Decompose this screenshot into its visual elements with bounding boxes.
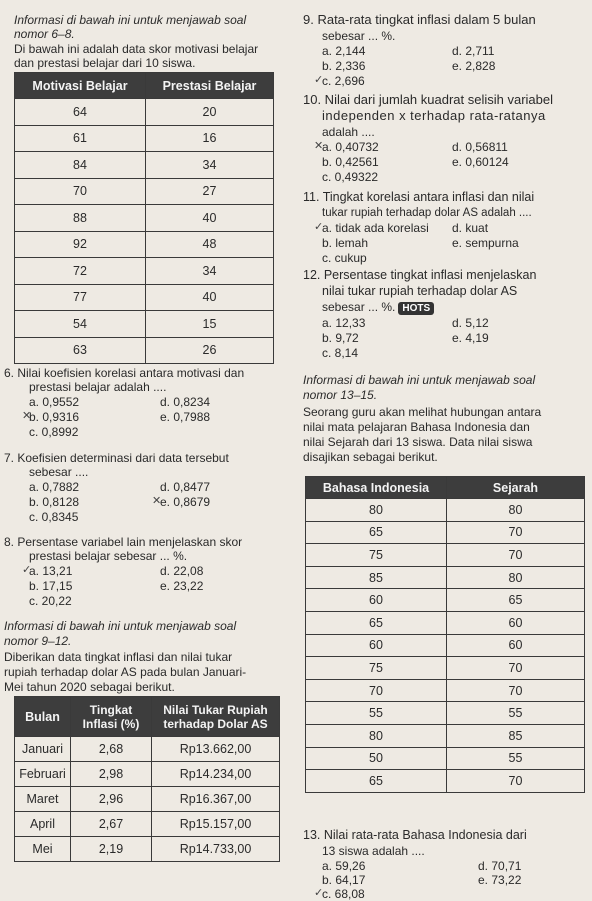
question-text: 13. Nilai rata-rata Bahasa Indonesia dari xyxy=(303,828,527,842)
question-text: 8. Persentase variabel lain menjelaskan skor xyxy=(4,535,243,549)
question-text: 6. Nilai koefisien korelasi antara motivasi dan xyxy=(4,366,245,380)
table-cell: 75 xyxy=(306,544,447,567)
table-cell: 65 xyxy=(447,589,585,612)
intro-text: dan prestasi belajar dari 10 siswa. xyxy=(14,56,196,70)
table-cell: 84 xyxy=(15,152,146,179)
option-d[interactable]: d. 5,12 xyxy=(452,316,489,330)
table-cell: 60 xyxy=(306,634,447,657)
option-b[interactable]: b. lemah xyxy=(322,236,369,250)
table-cell: Rp16.367,00 xyxy=(152,787,280,812)
table-header: Bulan xyxy=(15,697,71,737)
table-cell: 2,19 xyxy=(71,837,152,862)
table-cell: 48 xyxy=(146,231,274,258)
option-a[interactable]: a. 13,21 xyxy=(29,564,73,578)
table-cell: 60 xyxy=(306,589,447,612)
table-row xyxy=(15,812,280,837)
option-d[interactable]: d. 0,8477 xyxy=(160,480,211,494)
table-body xyxy=(15,737,280,862)
table-header: Tingkat Inflasi (%) xyxy=(71,697,152,737)
table-cell: 27 xyxy=(146,178,274,205)
table-row xyxy=(15,152,274,179)
option-b[interactable]: b. 0,8128 xyxy=(29,495,80,509)
option-b[interactable]: b. 9,72 xyxy=(322,331,359,345)
table-cell: 2,96 xyxy=(71,787,152,812)
intro-text: disajikan sebagai berikut. xyxy=(303,450,438,464)
table-cell: 88 xyxy=(15,205,146,232)
option-e[interactable]: e. 73,22 xyxy=(478,873,522,887)
table-cell: 63 xyxy=(15,337,146,364)
table-cell: 85 xyxy=(306,566,447,589)
table-cell: Maret xyxy=(15,787,71,812)
table-row xyxy=(306,657,585,680)
intro-text: nilai mata pelajaran Bahasa Indonesia dan xyxy=(303,420,530,434)
table-row xyxy=(306,589,585,612)
table-row xyxy=(15,337,274,364)
option-b[interactable]: b. 17,15 xyxy=(29,579,73,593)
question-text: 9. Rata-rata tingkat inflasi dalam 5 bulan xyxy=(303,12,536,27)
table-row xyxy=(306,724,585,747)
question-text: tukar rupiah terhadap dolar AS adalah .... xyxy=(322,207,532,219)
table-cell: 77 xyxy=(15,284,146,311)
table-cell: 55 xyxy=(306,702,447,725)
option-c[interactable]: c. 0,8992 xyxy=(29,425,79,439)
question-text: 7. Koefisien determinasi dari data tersebut xyxy=(4,451,229,465)
option-d[interactable]: d. 2,711 xyxy=(452,44,495,58)
table-cell: 70 xyxy=(15,178,146,205)
table-cell: Rp14.234,00 xyxy=(152,762,280,787)
pencil-mark-icon: ✓ xyxy=(314,221,324,233)
table-row xyxy=(15,311,274,338)
table-header: Nilai Tukar Rupiah terhadap Dolar AS xyxy=(152,697,280,737)
table-cell: 80 xyxy=(306,499,447,522)
option-d[interactable]: d. 70,71 xyxy=(478,859,522,873)
option-c[interactable]: c. 2,696 xyxy=(322,74,365,88)
table-header: Bahasa Indonesia xyxy=(306,477,447,499)
option-e[interactable]: e. 0,7988 xyxy=(160,410,211,424)
table-row xyxy=(15,258,274,285)
table-row xyxy=(15,99,274,126)
table-cell: 80 xyxy=(306,724,447,747)
option-e[interactable]: e. 0,60124 xyxy=(452,155,509,169)
table-cell: 34 xyxy=(146,258,274,285)
table-row xyxy=(306,702,585,725)
question-text: sebesar ... %. xyxy=(322,300,396,314)
table-cell: 65 xyxy=(306,770,447,793)
option-b[interactable]: b. 0,42561 xyxy=(322,155,379,169)
table-cell: Februari xyxy=(15,762,71,787)
question-text: adalah .... xyxy=(322,125,375,139)
table-cell: 72 xyxy=(15,258,146,285)
table-cell: 92 xyxy=(15,231,146,258)
table-cell: Rp15.157,00 xyxy=(152,812,280,837)
table-cell: 75 xyxy=(306,657,447,680)
intro-text: nilai Sejarah dari 13 siswa. Data nilai siswa xyxy=(303,435,533,449)
table-inflation-exchange xyxy=(14,696,280,862)
hots-badge: HOTS xyxy=(398,302,434,315)
table-header: Prestasi Belajar xyxy=(146,73,274,99)
table-cell: 2,98 xyxy=(71,762,152,787)
pencil-mark-icon: ✓ xyxy=(314,74,324,86)
table-row xyxy=(306,611,585,634)
table-cell: Rp13.662,00 xyxy=(152,737,280,762)
table-cell: 65 xyxy=(306,521,447,544)
table-row xyxy=(15,762,280,787)
table-cell: 20 xyxy=(146,99,274,126)
question-text: 10. Nilai dari jumlah kuadrat selisih variabel xyxy=(303,92,554,107)
table-cell: 64 xyxy=(15,99,146,126)
table-header: Sejarah xyxy=(447,477,585,499)
table-row xyxy=(15,837,280,862)
table-cell: 55 xyxy=(447,702,585,725)
table-cell: 26 xyxy=(146,337,274,364)
question-text: nilai tukar rupiah terhadap dolar AS xyxy=(322,284,518,298)
option-c[interactable]: c. 8,14 xyxy=(322,346,359,360)
table-row xyxy=(15,787,280,812)
question-text: prestasi belajar sebesar ... %. xyxy=(29,549,188,563)
table-cell: 16 xyxy=(146,125,274,152)
table-cell: 60 xyxy=(447,634,585,657)
option-d[interactable]: d. 22,08 xyxy=(160,564,204,578)
table-cell: 70 xyxy=(447,521,585,544)
table-row xyxy=(15,231,274,258)
option-c[interactable]: c. 20,22 xyxy=(29,594,72,608)
table-cell: April xyxy=(15,812,71,837)
option-d[interactable]: d. 0,8234 xyxy=(160,395,211,409)
table-row xyxy=(15,205,274,232)
table-cell: Rp14.733,00 xyxy=(152,837,280,862)
option-d[interactable]: d. 0,56811 xyxy=(452,140,508,154)
question-text: 11. Tingkat korelasi antara inflasi dan nilai xyxy=(303,190,535,204)
intro-text: nomor 13–15. xyxy=(303,388,378,402)
table-motivation-achievement xyxy=(14,72,274,364)
intro-text: Informasi di bawah ini untuk menjawab soal xyxy=(303,373,536,387)
intro-text: Di bawah ini adalah data skor motivasi belajar xyxy=(14,42,259,56)
table-cell: 2,68 xyxy=(71,737,152,762)
table-cell: 55 xyxy=(447,747,585,770)
question-text: sebesar ... %. xyxy=(322,29,396,43)
question-text: independen x terhadap rata-ratanya xyxy=(322,108,546,123)
table-language-history xyxy=(305,476,585,793)
table-cell: 34 xyxy=(146,152,274,179)
option-e[interactable]: e. 23,22 xyxy=(160,579,204,593)
table-body xyxy=(306,499,585,793)
pencil-mark-icon: ✕ xyxy=(22,410,32,422)
option-a[interactable]: a. 0,9552 xyxy=(29,395,80,409)
table-body xyxy=(15,99,274,364)
table-cell: Januari xyxy=(15,737,71,762)
option-a[interactable]: a. tidak ada korelasi xyxy=(322,221,429,235)
table-cell: 60 xyxy=(447,611,585,634)
table-row xyxy=(306,566,585,589)
option-e[interactable]: e. sempurna xyxy=(452,236,519,250)
option-e[interactable]: e. 2,828 xyxy=(452,59,496,73)
table-cell: 2,67 xyxy=(71,812,152,837)
intro-text: nomor 6–8. xyxy=(14,27,75,41)
intro-text: Diberikan data tingkat inflasi dan nilai tukar xyxy=(4,650,233,664)
intro-text: Seorang guru akan melihat hubungan antara xyxy=(303,405,542,419)
intro-text: Informasi di bawah ini untuk menjawab soal xyxy=(4,619,237,633)
table-row xyxy=(306,747,585,770)
table-cell: 70 xyxy=(447,679,585,702)
table-row xyxy=(15,737,280,762)
table-cell: 80 xyxy=(447,499,585,522)
question-text: 12. Persentase tingkat inflasi menjelaskan xyxy=(303,268,537,282)
option-a[interactable]: a. 59,26 xyxy=(322,859,366,873)
table-cell: 70 xyxy=(447,770,585,793)
table-cell: 70 xyxy=(447,544,585,567)
question-text: sebesar .... xyxy=(29,465,89,479)
option-a[interactable]: a. 0,40732 xyxy=(322,140,379,154)
option-b[interactable]: b. 0,9316 xyxy=(29,410,80,424)
option-a[interactable]: a. 2,144 xyxy=(322,44,366,58)
intro-text: rupiah terhadap dolar AS pada bulan Januari- xyxy=(4,665,247,679)
option-a[interactable]: a. 12,33 xyxy=(322,316,366,330)
option-e[interactable]: e. 4,19 xyxy=(452,331,489,345)
table-row xyxy=(306,521,585,544)
option-c[interactable]: c. 0,49322 xyxy=(322,170,379,184)
option-e[interactable]: e. 0,8679 xyxy=(160,495,211,509)
option-d[interactable]: d. kuat xyxy=(452,221,489,235)
table-cell: 61 xyxy=(15,125,146,152)
table-cell: Mei xyxy=(15,837,71,862)
pencil-mark-icon: ✕ xyxy=(314,140,324,152)
intro-text: nomor 9–12. xyxy=(4,634,72,648)
table-cell: 54 xyxy=(15,311,146,338)
table-row xyxy=(15,125,274,152)
table-cell: 70 xyxy=(447,657,585,680)
table-row xyxy=(306,499,585,522)
table-cell: 80 xyxy=(447,566,585,589)
option-c[interactable]: c. 0,8345 xyxy=(29,510,79,524)
table-row xyxy=(306,634,585,657)
table-row xyxy=(306,770,585,793)
table-row xyxy=(306,544,585,567)
table-cell: 15 xyxy=(146,311,274,338)
intro-text: Mei tahun 2020 sebagai berikut. xyxy=(4,680,175,694)
table-cell: 65 xyxy=(306,611,447,634)
table-cell: 85 xyxy=(447,724,585,747)
table-row xyxy=(306,679,585,702)
pencil-mark-icon: ✓ xyxy=(22,564,32,576)
question-text-wrap xyxy=(322,300,434,315)
pencil-mark-icon: ✕ xyxy=(152,495,162,507)
option-b[interactable]: b. 2,336 xyxy=(322,59,366,73)
table-row xyxy=(15,284,274,311)
table-header: Motivasi Belajar xyxy=(15,73,146,99)
question-text: 13 siswa adalah .... xyxy=(322,844,425,858)
table-cell: 40 xyxy=(146,284,274,311)
intro-text: Informasi di bawah ini untuk menjawab soal xyxy=(14,13,247,27)
table-row xyxy=(15,178,274,205)
table-cell: 50 xyxy=(306,747,447,770)
option-a[interactable]: a. 0,7882 xyxy=(29,480,80,494)
table-cell: 70 xyxy=(306,679,447,702)
option-c[interactable]: c. 68,08 xyxy=(322,887,365,901)
option-c[interactable]: c. cukup xyxy=(322,251,367,265)
option-b[interactable]: b. 64,17 xyxy=(322,873,366,887)
pencil-mark-icon: ✓ xyxy=(314,887,324,899)
question-text: prestasi belajar adalah .... xyxy=(29,380,167,394)
table-cell: 40 xyxy=(146,205,274,232)
